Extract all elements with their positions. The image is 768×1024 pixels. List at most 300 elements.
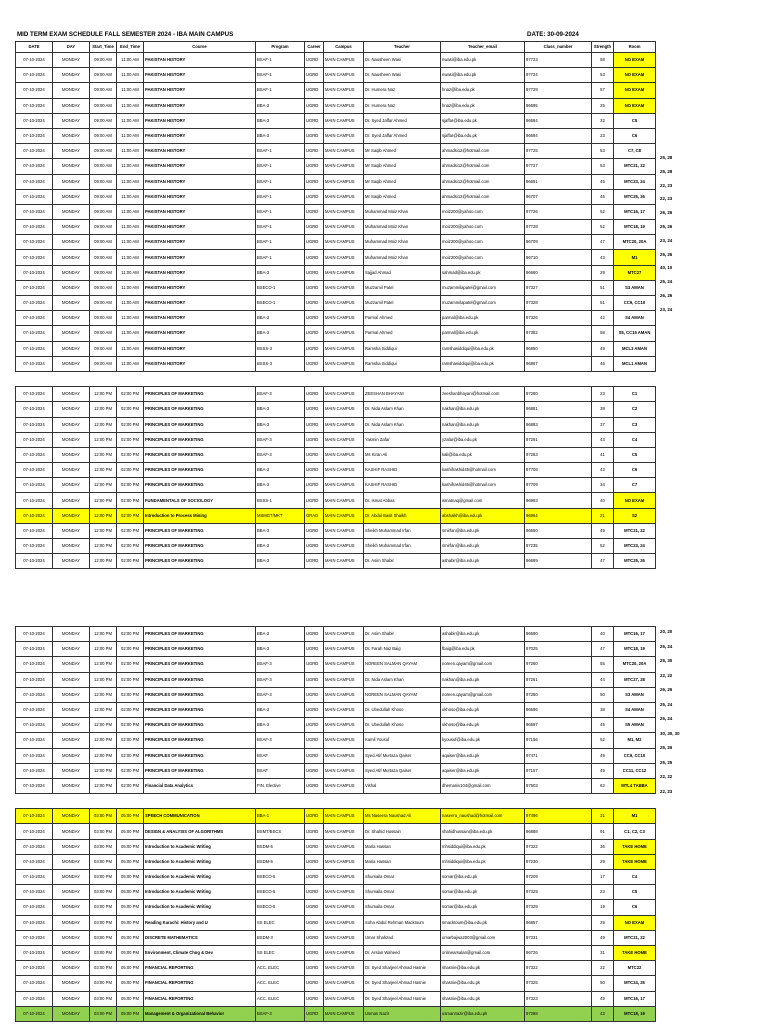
table-cell: UGRD [305,387,324,402]
table-cell: MONDAY [53,356,90,371]
table-cell: 96883 [525,417,592,432]
table-cell: Dr. Nida Aslam Khan [364,417,441,432]
table-cell: PAKISTAN HISTORY [144,341,256,356]
table-cell: MONDAY [53,417,90,432]
table-cell: C1 [614,387,656,402]
table-cell: MAIN CAMPUS [324,915,364,930]
table-cell: Ramsha Siddiqui [364,356,441,371]
table-cell: MTC22 [614,961,656,976]
table-cell: S5 AMAN [614,718,656,733]
table-cell: 02:00 PM [117,687,144,702]
table-cell: MAIN CAMPUS [324,824,364,839]
table-cell: MONDAY [53,463,90,478]
table-cell: 09:00 AM [90,235,117,250]
table-row [16,204,656,219]
column-header: Program [256,42,305,53]
table-cell: 96709 [525,235,592,250]
table-cell: PRINCIPLES OF MARKETING [144,657,256,672]
table-cell: 03:00 PM [90,809,117,824]
table-cell: 97325 [525,976,592,991]
table-cell: MONDAY [53,432,90,447]
table-cell: MONDAY [53,539,90,554]
table-cell: 09:00 AM [90,189,117,204]
table-cell: 11:00 AM [117,53,144,68]
table-cell: 62 [592,778,614,793]
table-cell: MONDAY [53,702,90,717]
table-cell: Dr. Abdul Basit Shaikh [364,508,441,523]
table-cell: 96660 [525,265,592,280]
table-cell: UGRD [305,493,324,508]
table-cell: 07-10-2024 [16,189,53,204]
table-cell: BSSS-3 [256,341,305,356]
table-cell: MONDAY [53,930,90,945]
table-cell: 02:00 PM [117,478,144,493]
table-cell: MAIN CAMPUS [324,113,364,128]
table-row [16,900,656,915]
table-cell: moiz200@yahoo.com [441,220,525,235]
table-cell: 11:00 AM [117,113,144,128]
table-cell: 11:00 AM [117,128,144,143]
table-cell: 07-10-2024 [16,144,53,159]
table-cell: ukhoso@iba.edu.pk [441,702,525,717]
table-cell: 97729 [525,83,592,98]
table-cell: S4 AMAN [614,702,656,717]
table-cell: 07-10-2024 [16,839,53,854]
side-note: 22, 23 [660,196,673,202]
table-cell: Dr. Shahid Hussain [364,824,441,839]
table-cell: 34 [592,478,614,493]
table-cell: 21 [592,508,614,523]
table-cell: ACC. ELEC [256,991,305,1006]
table-cell: somar@iba.edu.pk [441,885,525,900]
table-cell: Dr. Nausheen Wasi [364,53,441,68]
table-cell: kashifrashid45@hotmail.com [441,463,525,478]
table-cell: BSAF-1 [256,250,305,265]
table-cell: 97250 [525,687,592,702]
table-cell: BSECO-1 [256,296,305,311]
table-cell: mhsiddiqui@iba.edu.pk [441,839,525,854]
table-cell: 09:00 AM [90,311,117,326]
table-cell: PAKISTAN HISTORY [144,311,256,326]
table-cell: PRINCIPLES OF MARKETING [144,642,256,657]
table-cell: MCL1 AMAN [614,356,656,371]
table-cell: MTC20, 20A [614,657,656,672]
table-cell: UGRD [305,523,324,538]
table-cell: 12:00 PM [90,402,117,417]
table-cell: MAIN CAMPUS [324,508,364,523]
table-cell: BSAF-3 [256,672,305,687]
table-cell: nakhan@iba.edu.pk [441,672,525,687]
table-cell: MAIN CAMPUS [324,854,364,869]
table-cell: 96697 [525,718,592,733]
table-cell: ahmadsi12@hotmail.com [441,144,525,159]
table-cell: 07-10-2024 [16,235,53,250]
table-cell: 09:00 AM [90,174,117,189]
table-cell: MAIN CAMPUS [324,98,364,113]
table-cell: 07-10-2024 [16,870,53,885]
side-note: 22, 22 [660,672,673,678]
table-cell: Muzzamil Patel [364,280,441,295]
table-cell: ashabir@iba.edu.pk [441,627,525,642]
table-cell: 37 [592,417,614,432]
table-cell: yzafar@iba.edu.pk [441,432,525,447]
table-cell: 09:00 AM [90,356,117,371]
table-cell: MAIN CAMPUS [324,885,364,900]
table-cell: 49 [592,930,614,945]
table-cell: nwasi@iba.edu.pk [441,53,525,68]
table-cell: 03:00 PM [90,915,117,930]
table-cell: PRINCIPLES OF MARKETING [144,539,256,554]
table-cell: 07-10-2024 [16,976,53,991]
table-cell: 97230 [525,854,592,869]
table-cell: MAIN CAMPUS [324,341,364,356]
table-cell: ahmadsi12@hotmail.com [441,159,525,174]
table-cell: MONDAY [53,311,90,326]
table-cell: MONDAY [53,961,90,976]
table-cell: 97323 [525,991,592,1006]
table-row [16,356,656,371]
table-cell: 25 [592,98,614,113]
table-row [16,53,656,68]
table-cell: Muzzamil Patel [364,296,441,311]
table-cell: 12:00 PM [90,627,117,642]
table-cell: UGRD [305,189,324,204]
table-cell: NO EXAM [614,53,656,68]
table-row [16,144,656,159]
table-cell: 02:00 PM [117,672,144,687]
table-cell: MAIN CAMPUS [324,539,364,554]
table-cell: sjaffar@iba.edu.pk [441,128,525,143]
table-cell: 97382 [525,326,592,341]
table-row [16,733,656,748]
table-cell: UGRD [305,733,324,748]
table-cell: Introduction to Academic Writing [144,870,256,885]
table-cell: PRINCIPLES OF MARKETING [144,432,256,447]
side-note: 40, 10 [660,265,673,271]
table-cell: PAKISTAN HISTORY [144,220,256,235]
table-cell: 07-10-2024 [16,824,53,839]
table-cell: CC11, CC12 [614,763,656,778]
table-cell: BSECO-5 [256,900,305,915]
table-row [16,930,656,945]
table-cell: MAIN CAMPUS [324,523,364,538]
table-cell: 11:00 AM [117,265,144,280]
table-cell: 07-10-2024 [16,447,53,462]
table-cell: 03:00 PM [90,900,117,915]
table-cell: MTC21, 22 [614,930,656,945]
table-cell: NOREEN SALMAN QAYAM [364,687,441,702]
table-cell: noreen.qayam@gmail.com [441,687,525,702]
table-cell: 55 [592,657,614,672]
table-cell: C7, C8 [614,144,656,159]
table-cell: 02:00 PM [117,387,144,402]
table-cell: DESIGN & ANALYSIS OF ALGORITHMS [144,824,256,839]
table-cell: 09:00 AM [90,204,117,219]
table-cell: 57 [592,83,614,98]
table-cell: UGRD [305,326,324,341]
table-cell: BBA-3 [256,478,305,493]
table-cell: Mr Saqib Ahmed [364,144,441,159]
table-cell: MONDAY [53,900,90,915]
table-cell: TAKE HOME [614,854,656,869]
table-cell: C6 [614,128,656,143]
table-cell: Dr. Humera Naz [364,98,441,113]
table-cell: Dr. Nida Aslam Khan [364,402,441,417]
table-cell: 50 [592,976,614,991]
table-cell: 11:00 AM [117,159,144,174]
column-header: Course [144,42,256,53]
table-cell: Dr. Ubedullah Khoso [364,718,441,733]
side-note: 25, 24 [660,716,673,721]
table-cell: MONDAY [53,718,90,733]
table-cell: 05:00 PM [117,915,144,930]
table-cell: 52 [592,539,614,554]
table-cell: MONDAY [53,280,90,295]
table-cell: CC9, CC10 [614,296,656,311]
table-cell: BBA-3 [256,463,305,478]
table-cell: 07-10-2024 [16,627,53,642]
table-cell: 03:00 PM [90,930,117,945]
table-cell: MONDAY [53,763,90,778]
table-cell: UGRD [305,642,324,657]
table-cell: MAIN CAMPUS [324,83,364,98]
table-cell: DISCRETE MATHEMATICS [144,930,256,945]
table-cell: Ramsha Siddiqui [364,341,441,356]
table-cell: TAKE HOME [614,945,656,960]
table-cell: 97235 [525,539,592,554]
table-cell: 96695 [525,98,592,113]
table-cell: 02:00 PM [117,763,144,778]
table-cell: BSAF-3 [256,733,305,748]
table-cell: Muhammad Moiz Khan [364,220,441,235]
side-note: 23, 24 [660,306,673,312]
table-cell: M1 [614,250,656,265]
table-cell: 05:00 PM [117,976,144,991]
table-cell: BBA-3 [256,627,305,642]
table-cell: 29 [592,265,614,280]
table-cell: Dr. Syed Jaffar Ahmed [364,128,441,143]
table-cell: MONDAY [53,554,90,569]
table-cell: fbaig@iba.edu.pk [441,642,525,657]
table-cell: 07-10-2024 [16,991,53,1006]
table-cell: UGRD [305,296,324,311]
table-cell: 97280 [525,387,592,402]
table-cell: Umar Shahzad [364,930,441,945]
table-cell: 31 [592,809,614,824]
table-cell: Mr Saqib Ahmed [364,174,441,189]
table-cell: Parmal Ahmed [364,311,441,326]
table-cell: 96684 [525,113,592,128]
table-cell: Sheikh Muhammad Irfan [364,539,441,554]
table-cell: MAIN CAMPUS [324,642,364,657]
table-cell: 05:00 PM [117,854,144,869]
table-cell: BBA-3 [256,718,305,733]
table-cell: 50 [592,687,614,702]
table-cell: MAIN CAMPUS [324,296,364,311]
table-cell: 97726 [525,204,592,219]
table-cell: MONDAY [53,733,90,748]
table-cell: BSAF-1 [256,144,305,159]
table-cell: Introduction to Academic Writing [144,900,256,915]
side-note: 26, 26 [660,210,673,216]
table-cell: 03:00 PM [90,1006,117,1021]
table-cell: UGRD [305,627,324,642]
table-cell: KASHIF RASHID [364,463,441,478]
table-cell: smirfan@iba.edu.pk [441,523,525,538]
table-cell: 07-10-2024 [16,250,53,265]
table-cell: 03:00 PM [90,839,117,854]
table-cell: UGRD [305,702,324,717]
table-cell: MONDAY [53,326,90,341]
table-cell: MONDAY [53,189,90,204]
table-cell: 07-10-2024 [16,523,53,538]
table-cell: 07-10-2024 [16,702,53,717]
table-cell: Muhammad Moiz Khan [364,250,441,265]
table-cell: 96710 [525,250,592,265]
side-note: 25, 24 [660,701,673,707]
table-cell: BSAF-3 [256,432,305,447]
table-cell: ACC. ELEC [256,961,305,976]
table-cell: MTC25, 26 [614,554,656,569]
table-cell: MTC18, 19 [614,1006,656,1021]
table-cell: 40 [592,627,614,642]
table-cell: MONDAY [53,778,90,793]
table-cell: C2 [614,402,656,417]
table-cell: MTC18, 19 [614,220,656,235]
table-cell: MAIN CAMPUS [324,235,364,250]
table-cell: Muhammad Moiz Khan [364,204,441,219]
table-cell: FINANCIAL REPORTING [144,991,256,1006]
table-cell: 09:00 AM [90,341,117,356]
table-cell: MAIN CAMPUS [324,839,364,854]
table-cell: 07-10-2024 [16,763,53,778]
table-cell: MONDAY [53,220,90,235]
schedule-table-top [15,41,656,569]
table-cell: PAKISTAN HISTORY [144,250,256,265]
table-cell: UGRD [305,68,324,83]
table-cell: 07-10-2024 [16,672,53,687]
table-cell: UGRD [305,83,324,98]
table-cell: 96691 [525,174,592,189]
table-cell: S3 AMAN [614,280,656,295]
table-cell: 11:00 AM [117,68,144,83]
table-cell: MONDAY [53,265,90,280]
side-note: 25, 26 [660,251,673,257]
table-cell: UGRD [305,748,324,763]
table-cell: ramshasiddiqui@iba.edu.pk [441,341,525,356]
table-cell: 05:00 PM [117,839,144,854]
table-cell: 19 [592,900,614,915]
table-cell: UGRD [305,447,324,462]
table-cell: PAKISTAN HISTORY [144,326,256,341]
table-cell: 97728 [525,220,592,235]
table-row [16,341,656,356]
table-cell: 12:00 PM [90,432,117,447]
table-row [16,68,656,83]
table-cell: ahmadsi12@hotmail.com [441,189,525,204]
table-cell: BSSS-3 [256,356,305,371]
table-cell: M1, M2 [614,733,656,748]
table-cell: shasnie@iba.edu.pk [441,991,525,1006]
table-cell: Dr. Asim Shabir [364,627,441,642]
table-row [16,250,656,265]
spacer-row [16,371,656,386]
table-cell: moiz200@yahoo.com [441,204,525,219]
table-cell: smirfan@iba.edu.pk [441,539,525,554]
table-cell: Dr. Nida Aslam Khan [364,672,441,687]
table-row [16,296,656,311]
table-cell: 23 [592,128,614,143]
side-note: 26, 26 [660,293,673,298]
table-cell: 09:00 AM [90,250,117,265]
table-cell: Financial Data Analytics [144,778,256,793]
table-cell: 02:00 PM [117,748,144,763]
table-cell: Dr. Asim Shabir [364,554,441,569]
table-cell: 07-10-2024 [16,718,53,733]
table-cell: 97709 [525,478,592,493]
table-row [16,280,656,295]
table-row [16,885,656,900]
table-cell: PAKISTAN HISTORY [144,265,256,280]
table-cell: 43 [592,250,614,265]
table-cell: 07-10-2024 [16,98,53,113]
table-cell: Introduction to Academic Writing [144,854,256,869]
table-row [16,463,656,478]
column-header: Teacher_email [441,42,525,53]
table-cell: MONDAY [53,83,90,98]
table-row [16,220,656,235]
column-header: Start_Time [90,42,117,53]
table-cell: 07-10-2024 [16,387,53,402]
title-row [0,31,768,41]
table-cell: Dr. Ismat Abbas [364,493,441,508]
table-cell: kali@iba.edu.pk [441,447,525,462]
table-row [16,83,656,98]
table-cell: UGRD [305,235,324,250]
table-cell: 05:00 PM [117,930,144,945]
table-cell: BBA-3 [256,702,305,717]
table-cell: MONDAY [53,508,90,523]
table-cell: 42 [592,311,614,326]
table-cell: 07-10-2024 [16,642,53,657]
table-row [16,976,656,991]
page-title: MID TERM EXAM SCHEDULE FALL SEMESTER 2024 - IBA MAIN CAMPUS [17,31,234,38]
table-cell: 07-10-2024 [16,900,53,915]
table-cell: UGRD [305,463,324,478]
table-cell: MAIN CAMPUS [324,809,364,824]
table-cell: 12:00 PM [90,523,117,538]
table-cell: 07-10-2024 [16,493,53,508]
table-cell: 97708 [525,463,592,478]
table-cell: 07-10-2024 [16,220,53,235]
table-row [16,763,656,778]
table-cell: 07-10-2024 [16,657,53,672]
table-cell: 97209 [525,870,592,885]
table-row [16,402,656,417]
table-cell: UGRD [305,718,324,733]
table-row [16,672,656,687]
table-cell: MTC24, 25 [614,976,656,991]
table-cell: 02:00 PM [117,702,144,717]
table-row [16,748,656,763]
table-row [16,387,656,402]
table-cell: Dr. Nausheen Wasi [364,68,441,83]
table-cell: 17 [592,870,614,885]
table-cell: UGRD [305,204,324,219]
table-cell: 12:00 PM [90,778,117,793]
table-cell: KASHIF RASHID [364,478,441,493]
table-cell: BBA-3 [256,326,305,341]
